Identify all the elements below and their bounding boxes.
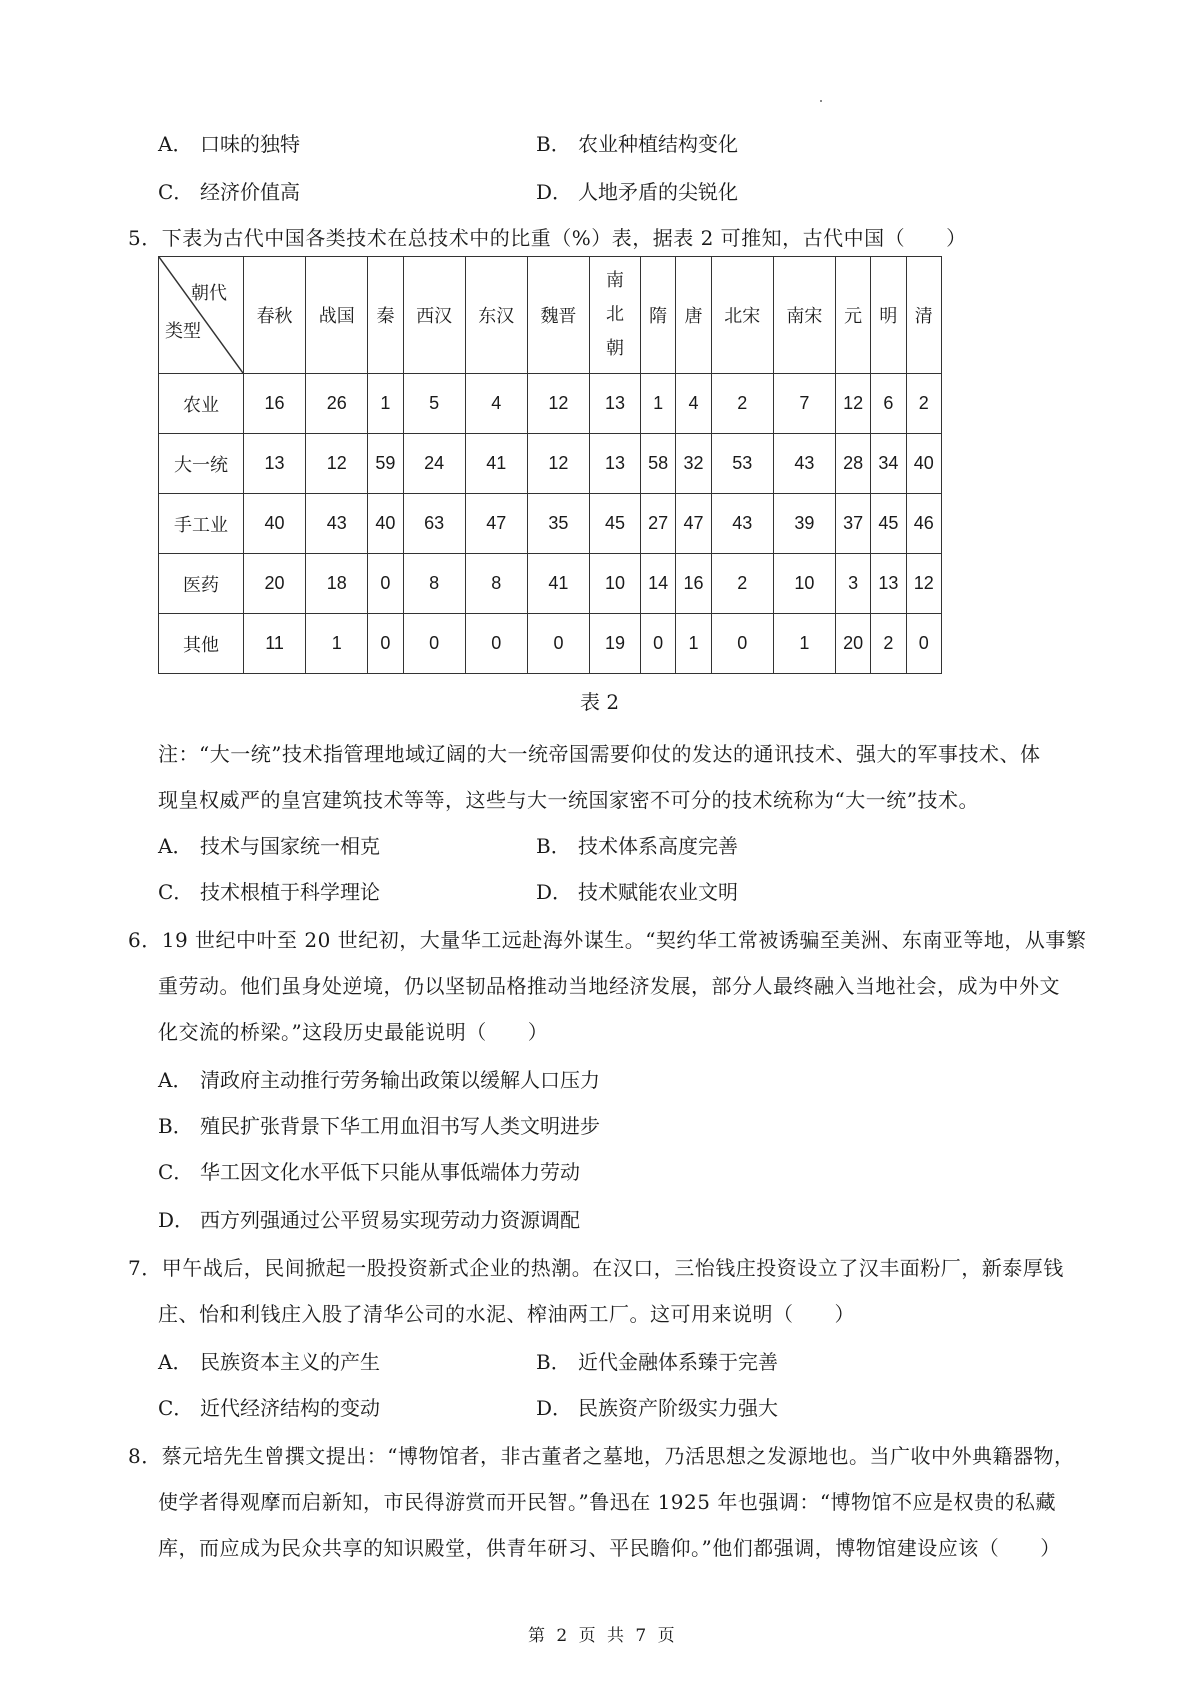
q7-option-d[interactable]: D． 民族资产阶级实力强大 — [536, 1396, 778, 1420]
row-label: 农业 — [159, 374, 244, 434]
q6-option-b[interactable]: B． 殖民扩张背景下华工用血泪书写人类文明进步 — [158, 1114, 600, 1138]
table-cell: 4 — [676, 374, 711, 434]
table-cell: 13 — [244, 434, 306, 494]
table-cell: 4 — [465, 374, 527, 434]
corner-label-type: 类型 — [165, 321, 201, 342]
q6-stem-line-3: 化交流的桥梁。”这段历史最能说明（ ） — [158, 1020, 549, 1044]
header-dynasty: 隋 — [641, 257, 676, 374]
table-cell: 45 — [871, 494, 906, 554]
q4-option-c[interactable]: C． 经济价值高 — [158, 180, 300, 204]
q7-option-c[interactable]: C． 近代经济结构的变动 — [158, 1396, 380, 1420]
table-cell: 0 — [906, 614, 941, 674]
header-dynasty: 北宋 — [711, 257, 773, 374]
q8-stem-line-2: 使学者得观摩而启新知，市民得游赏而开民智。”鲁迅在 1925 年也强调：“博物馆不应是权贵的私藏 — [158, 1490, 1057, 1514]
table-cell: 32 — [676, 434, 711, 494]
table-cell: 35 — [527, 494, 589, 554]
table-cell: 12 — [527, 434, 589, 494]
table-cell: 47 — [465, 494, 527, 554]
table-cell: 0 — [403, 614, 465, 674]
table-cell: 3 — [835, 554, 870, 614]
page-footer: 第 2 页 共 7 页 — [528, 1626, 678, 1646]
table-cell: 58 — [641, 434, 676, 494]
table-cell: 41 — [527, 554, 589, 614]
table-cell: 18 — [306, 554, 368, 614]
header-dynasty: 秦 — [368, 257, 403, 374]
table-cell: 0 — [641, 614, 676, 674]
table-cell: 2 — [906, 374, 941, 434]
header-dynasty-text: 南北朝 — [606, 270, 625, 359]
table-cell: 7 — [773, 374, 835, 434]
table-cell: 6 — [871, 374, 906, 434]
corner-diagonal-line — [159, 257, 243, 373]
q5-note-line-1: 注：“大一统”技术指管理地域辽阔的大一统帝国需要仰仗的发达的通讯技术、强大的军事技术、体 — [158, 742, 1041, 766]
header-dynasty: 唐 — [676, 257, 711, 374]
scan-speck — [820, 100, 822, 102]
table-cell: 37 — [835, 494, 870, 554]
table-cell: 10 — [773, 554, 835, 614]
row-label: 医药 — [159, 554, 244, 614]
q5-option-b[interactable]: B． 技术体系高度完善 — [536, 834, 738, 858]
tech-proportion-table — [158, 256, 942, 674]
table-cell: 0 — [465, 614, 527, 674]
table-row — [159, 614, 942, 674]
table-cell: 1 — [641, 374, 676, 434]
table-cell: 20 — [835, 614, 870, 674]
table-cell: 8 — [465, 554, 527, 614]
table-cell: 2 — [711, 554, 773, 614]
table-row — [159, 434, 942, 494]
row-label: 手工业 — [159, 494, 244, 554]
table-cell: 46 — [906, 494, 941, 554]
table-cell: 41 — [465, 434, 527, 494]
header-dynasty: 魏晋 — [527, 257, 589, 374]
q7-option-a[interactable]: A． 民族资本主义的产生 — [158, 1350, 380, 1374]
table-cell: 8 — [403, 554, 465, 614]
table-cell: 27 — [641, 494, 676, 554]
q4-option-d[interactable]: D． 人地矛盾的尖锐化 — [536, 180, 738, 204]
table-cell: 43 — [773, 434, 835, 494]
q4-option-a[interactable]: A． 口味的独特 — [158, 132, 300, 156]
table-cell: 24 — [403, 434, 465, 494]
table-row — [159, 554, 942, 614]
table-cell: 43 — [306, 494, 368, 554]
q8-stem-line-1: 8．蔡元培先生曾撰文提出：“博物馆者，非古董者之墓地，乃活思想之发源地也。当广收中外典籍器物， — [128, 1444, 1075, 1468]
table-cell: 13 — [590, 434, 641, 494]
table-cell: 16 — [676, 554, 711, 614]
table-cell: 0 — [711, 614, 773, 674]
row-label: 大一统 — [159, 434, 244, 494]
table-cell: 16 — [244, 374, 306, 434]
table-cell: 0 — [368, 614, 403, 674]
corner-label-dynasty: 朝代 — [191, 283, 227, 304]
table-cell: 34 — [871, 434, 906, 494]
table-cell: 20 — [244, 554, 306, 614]
header-dynasty: 清 — [906, 257, 941, 374]
table-cell: 0 — [527, 614, 589, 674]
q6-option-d[interactable]: D． 西方列强通过公平贸易实现劳动力资源调配 — [158, 1208, 580, 1232]
table-cell: 40 — [906, 434, 941, 494]
header-dynasty: 春秋 — [244, 257, 306, 374]
table-cell: 2 — [871, 614, 906, 674]
table-cell: 10 — [590, 554, 641, 614]
table-cell: 13 — [590, 374, 641, 434]
table-cell: 0 — [368, 554, 403, 614]
table-cell: 2 — [711, 374, 773, 434]
q6-option-c[interactable]: C． 华工因文化水平低下只能从事低端体力劳动 — [158, 1160, 580, 1184]
q5-stem: 5．下表为古代中国各类技术在总技术中的比重（%）表，据表 2 可推知，古代中国（ ） — [128, 226, 967, 250]
table-cell: 12 — [306, 434, 368, 494]
table-cell: 43 — [711, 494, 773, 554]
q5-option-d[interactable]: D． 技术赋能农业文明 — [536, 880, 738, 904]
table-cell: 40 — [368, 494, 403, 554]
header-dynasty — [590, 257, 641, 374]
q7-stem-line-1: 7．甲午战后，民间掀起一股投资新式企业的热潮。在汉口，三怡钱庄投资设立了汉丰面粉厂，新泰厚钱 — [128, 1256, 1064, 1280]
table-cell: 39 — [773, 494, 835, 554]
table-cell: 28 — [835, 434, 870, 494]
table-corner-cell — [159, 257, 244, 374]
q7-stem-line-2: 庄、怡和利钱庄入股了清华公司的水泥、榨油两工厂。这可用来说明（ ） — [158, 1302, 855, 1326]
table-cell: 47 — [676, 494, 711, 554]
table-cell: 45 — [590, 494, 641, 554]
q5-note-line-2: 现皇权威严的皇宫建筑技术等等，这些与大一统国家密不可分的技术统称为“大一统”技术。 — [158, 788, 979, 812]
table-row — [159, 374, 942, 434]
table-cell: 12 — [527, 374, 589, 434]
q6-option-a[interactable]: A． 清政府主动推行劳务输出政策以缓解人口压力 — [158, 1068, 600, 1092]
table-cell: 14 — [641, 554, 676, 614]
q4-option-b[interactable]: B． 农业种植结构变化 — [536, 132, 738, 156]
q7-option-b[interactable]: B． 近代金融体系臻于完善 — [536, 1350, 778, 1374]
table-cell: 13 — [871, 554, 906, 614]
table-cell: 59 — [368, 434, 403, 494]
table-cell: 1 — [306, 614, 368, 674]
header-dynasty: 南宋 — [773, 257, 835, 374]
table-cell: 12 — [906, 554, 941, 614]
table-cell: 11 — [244, 614, 306, 674]
q6-stem-line-1: 6．19 世纪中叶至 20 世纪初，大量华工远赴海外谋生。“契约华工常被诱骗至美洲、东南亚等地，从事繁 — [128, 928, 1087, 952]
table-cell: 63 — [403, 494, 465, 554]
table-cell: 5 — [403, 374, 465, 434]
header-dynasty: 明 — [871, 257, 906, 374]
table-cell: 1 — [368, 374, 403, 434]
q6-stem-line-2: 重劳动。他们虽身处逆境，仍以坚韧品格推动当地经济发展，部分人最终融入当地社会，成为中外文 — [158, 974, 1060, 998]
table-cell: 1 — [676, 614, 711, 674]
header-dynasty: 元 — [835, 257, 870, 374]
row-label: 其他 — [159, 614, 244, 674]
table-cell: 19 — [590, 614, 641, 674]
table-caption: 表 2 — [580, 690, 620, 714]
header-dynasty: 战国 — [306, 257, 368, 374]
table-cell: 53 — [711, 434, 773, 494]
table-cell: 1 — [773, 614, 835, 674]
table-cell: 40 — [244, 494, 306, 554]
header-dynasty: 西汉 — [403, 257, 465, 374]
q5-option-a[interactable]: A． 技术与国家统一相克 — [158, 834, 380, 858]
table-cell: 26 — [306, 374, 368, 434]
table-row — [159, 494, 942, 554]
header-dynasty: 东汉 — [465, 257, 527, 374]
table-cell: 12 — [835, 374, 870, 434]
q5-option-c[interactable]: C． 技术根植于科学理论 — [158, 880, 380, 904]
q8-stem-line-3: 库，而应成为民众共享的知识殿堂，供青年研习、平民瞻仰。”他们都强调，博物馆建设应该（ ） — [158, 1536, 1061, 1560]
